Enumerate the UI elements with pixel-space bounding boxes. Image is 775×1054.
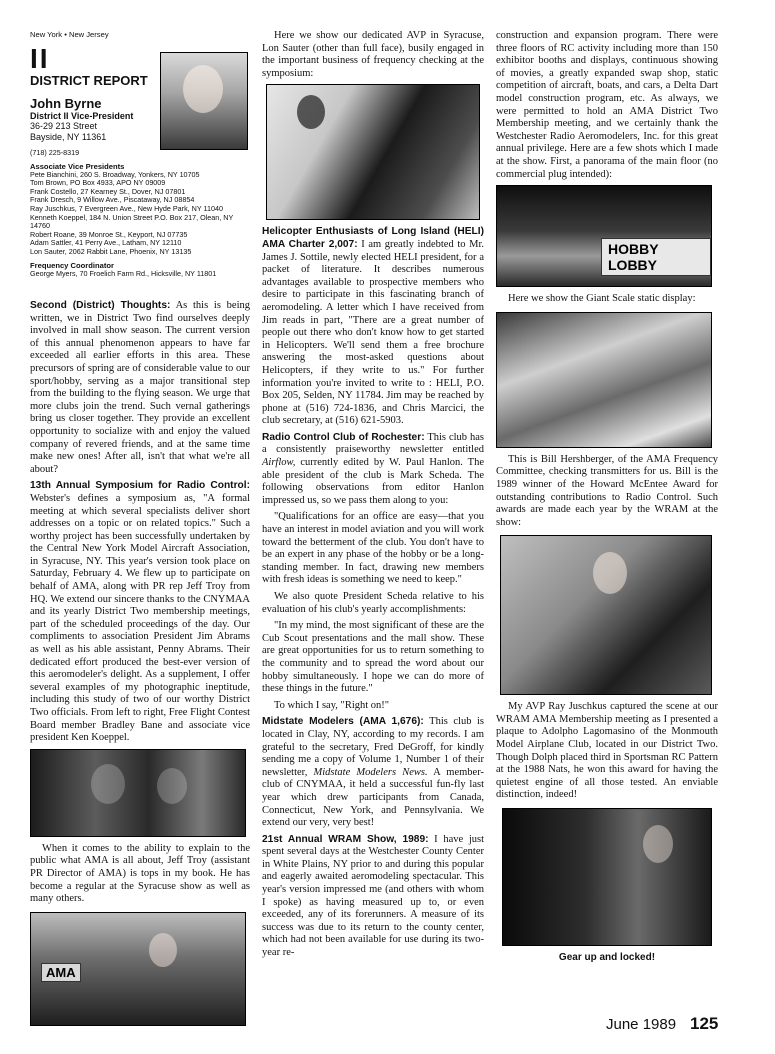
- paragraph-body: currently edited by W. Paul Hanlon. The able president of the club is Mark Scheda. The following observations from editor Hanlon impressed us, so we pass them along to you:: [262, 457, 484, 506]
- issue-date: June 1989: [606, 1016, 677, 1033]
- quote-scheda: "In my mind, the most significant of these are the Cub Scout presentations and the mall show. These are great opportunities for us to return something to the community and to spread the word about our hobby simultaneously. I hope we can do more of these things in the future.": [262, 620, 484, 695]
- paragraph-lead: Midstate Modelers (AMA 1,676):: [262, 716, 424, 728]
- photo-bane-koeppel: [30, 749, 246, 837]
- paragraph-wram: [262, 834, 484, 960]
- associate-entry: Pete Bianchini, 260 S. Broadway, Yonkers, NY 10705: [30, 169, 200, 179]
- associate-entry: Frank Costello, 27 Kearney St., Dover, NJ 07801: [30, 186, 186, 196]
- paragraph-wram-continued: construction and expansion program. There were three floors of RC activity including more than 150 exhibitor booths and displays, continuous showing of movies, a greatly expanded swap shop, static competition of aircraft, boats, and cars, a Delta Dart model construction program, etc. As always, we were permitted to hold an AMA District Two Membership meeting, and we certainly thank the Westchester Radio Aeromodelers, Inc. for this great annual privilege. Here are a few shots which I made at the show. First, a panorama of the main floor (no commercial plug intended):: [496, 30, 718, 180]
- associate-entry: Adam Sattler, 41 Perry Ave., Latham, NY 12110: [30, 238, 182, 248]
- paragraph-lead: 13th Annual Symposium for Radio Control:: [30, 480, 250, 492]
- caption-bill-hershberger: This is Bill Hershberger, of the AMA Frequency Committee, checking transmitters for us. Bill is the 1989 winner of the Howard McEntee Award for outstanding contributions to Radio Control. Such awards are made each year by the WRAM at the show:: [496, 453, 718, 528]
- quote-hanlon: "Qualifications for an office are easy—that you have an interest in model aviation and you will work toward the betterment of the club. You don't have to be an expert in any phase of the hobby or be a long-standing member. In fact, drawing new members with fresh ideas is something we need to keep.": [262, 511, 484, 586]
- photo-lon-sauter-frequency: [266, 84, 480, 220]
- vp-name: John Byrne: [30, 96, 102, 111]
- paragraph-body: Webster's defines a symposium as, "A formal meeting at which several specialists deliver short addresses on a topic or on related topics." Such a worthy project has been successfully undertaken by the Central New York Model Aircraft Association, in Syracuse, NY. This year's version took place on Saturday, February 4. We flew up to participate on behalf of AMA, along with PR rep Jeff Troy from HQ. We extend our sincere thanks to the CNYMAA and its yearly District Two membership meetings, part of the scheduled proceedings of the day. Our compliments to association President Jim Abrams as well as his able assistant, Penny Abrams. Their dedicated effort produced the best-ever version of this aeromodeler's delight. As a supplement, I offer several examples of my photographic ineptitude, including this study of two of our worthy District Two officials. From left to right, Free Flight Contest Board member Bradley Bane and associate vice president Ken Koeppel.: [30, 492, 250, 744]
- section-title: DISTRICT REPORT: [30, 73, 148, 88]
- caption-jeff-troy: When it comes to the ability to explain to the public what AMA is all about, Jeff Troy (assistant PR Director of AMA) is tops in my book. He has become a regular at the Syracuse show as well as many others.: [30, 842, 250, 905]
- paragraph-body: I have just spent several days at the Westchester County Center in White Plains, NY prior to and during this popular and eagerly awaited aeromodeling spectacular. This year's version impressed me (and others with whom I spoke) as having measured up to, or even exceeded, any of its forerunners. A measure of its success was due to its return to the county center, which had not been available for use during its two-year re-: [262, 833, 484, 959]
- vp-address-line: Bayside, NY 11361: [30, 132, 107, 142]
- associate-entry: Kenneth Koeppel, 184 N. Union Street P.O. Box 217, Olean, NY 14760: [30, 212, 234, 231]
- column-3: [496, 30, 718, 971]
- column-2: [262, 30, 484, 964]
- associate-entry: Lon Sauter, 2062 Rabbit Lane, Phoenix, NY 13135: [30, 246, 192, 256]
- page-number: 125: [690, 1014, 719, 1033]
- paragraph-district-thoughts: [30, 300, 250, 476]
- caption-ray-juschkus: My AVP Ray Juschkus captured the scene at our WRAM AMA Membership meeting as I presented a plaque to Adolpho Lagomasino of the Monmouth Model Airplane Club, located in our District Two. Though Dolph placed third in Sportsman RC Pattern at the 1988 Nats, he won this award for having the quietest engine of all those tested. An enviable distinction, indeed!: [496, 701, 718, 801]
- paragraph-right-on: To which I say, "Right on!": [274, 699, 390, 711]
- paragraph-midstate: [262, 716, 484, 829]
- paragraph-scheda: We also quote President Scheda relative to his evaluation of his club's yearly accomplishments:: [262, 591, 484, 615]
- paragraph-symposium: [30, 480, 250, 744]
- paragraph-body: A member-club of CNYMAA, it held a successful fun-fly last year which drew participants from Canada, Connecticut, New York, and Pennsylvania. We extend our very, very best!: [262, 766, 484, 829]
- vp-phone: (718) 225-8319: [30, 148, 80, 157]
- paragraph-lead: Helicopter Enthusiasts of Long Island (HELI) AMA Charter 2,007:: [262, 226, 484, 250]
- vp-portrait-photo: [160, 52, 248, 150]
- paragraph-body: This club is located in Clay, NY, according to my records. I am grateful to the secretary, Fred DeGroff, for kindly sending me a copy of Volume 1, Number 1 of their newsletter,: [262, 716, 484, 778]
- paragraph-body: As this is being written, we in District Two find ourselves deeply involved in mall show season. The current version of this annual phenomenon appears to have far exceeded all earlier efforts in this area. These precursors of spring are of considerable value to our sport/hobby, serving as a major transitional step from the building to the flying season. We urge that more clubs join the trend. Such vernal gatherings bring us closer together. They provide an excellent opportunity to socialize with and enjoy the valued company of revered friends, and at the same time make new ones! After all, isn't that what we're all about?: [30, 300, 250, 475]
- paragraph-lead: Radio Control Club of Rochester:: [262, 431, 425, 443]
- region-label: New York • New Jersey: [30, 30, 109, 39]
- associate-entry: Robert Roane, 39 Monroe St., Keyport, NJ 07735: [30, 229, 188, 239]
- vp-title: District II Vice-President: [30, 111, 134, 121]
- hobby-lobby-sign: HOBBY LOBBY: [601, 238, 711, 276]
- paragraph-body: I am greatly indebted to Mr. James J. Sottile, newly elected HELI president, for a packet of literature. It describes numerous advantages available to prospective members who desire to participate in this fascinating branch of aeromodeling. A letter which I have received from Jim reads in part, "There are a great number of people out there who don't know how to get started in Helicopters. We'll send them a free brochure answering the most-asked questions about Helicopters, if they write to us." For further information you're invited to write to : HELI, P.O. Box 205, Selden, NY 11784. Jim may be reached by phone at (516) 724-1836, and Chris Marcici, the club secretary, at (516) 621-5903.: [262, 238, 484, 427]
- district-header: [30, 30, 250, 300]
- newsletter-title: Midstate Modelers News.: [313, 766, 428, 778]
- associates-label: Associate Vice Presidents: [30, 161, 125, 171]
- photo-main-floor-panorama: [496, 185, 712, 287]
- frequency-coordinator: George Myers, 70 Froelich Farm Rd., Hicksville, NY 11801: [30, 268, 217, 278]
- paragraph-body: This club has a consistently praiseworthy newsletter entitled: [262, 431, 484, 456]
- photo-jeff-troy-booth: [30, 912, 246, 1026]
- caption-gear-up: Gear up and locked!: [558, 952, 656, 964]
- associate-entry: Frank Dresch, 9 Willow Ave., Piscataway, NJ 08854: [30, 195, 195, 205]
- column-1: [30, 30, 250, 1032]
- paragraph-heli: [262, 226, 484, 428]
- paragraph-avp-intro: Here we show our dedicated AVP in Syracuse, Lon Sauter (other than full face), busily engaged in the important business of frequency checking at the symposium:: [262, 30, 484, 79]
- associate-entry: Tom Brown, PO Box 4933, APO NY 09009: [30, 178, 166, 188]
- caption-giant-scale: Here we show the Giant Scale static display:: [508, 293, 696, 305]
- frequency-coordinator-label: Frequency Coordinator: [30, 260, 114, 270]
- paragraph-lead: Second (District) Thoughts:: [30, 300, 171, 311]
- paragraph-rochester: [262, 432, 484, 508]
- associate-entry: Ray Juschkus, 7 Evergreen Ave., New Hyde Park, NY 11040: [30, 203, 223, 213]
- vp-address-line: 36-29 213 Street: [30, 121, 98, 131]
- newsletter-title: Airflow,: [262, 457, 296, 469]
- photo-bill-hershberger: [500, 535, 712, 695]
- photo-giant-scale-display: [496, 312, 712, 448]
- paragraph-lead: 21st Annual WRAM Show, 1989:: [262, 833, 429, 845]
- photo-gear-up: [502, 808, 712, 946]
- district-numeral: II: [30, 43, 50, 74]
- booth-sign: AMA: [41, 963, 81, 982]
